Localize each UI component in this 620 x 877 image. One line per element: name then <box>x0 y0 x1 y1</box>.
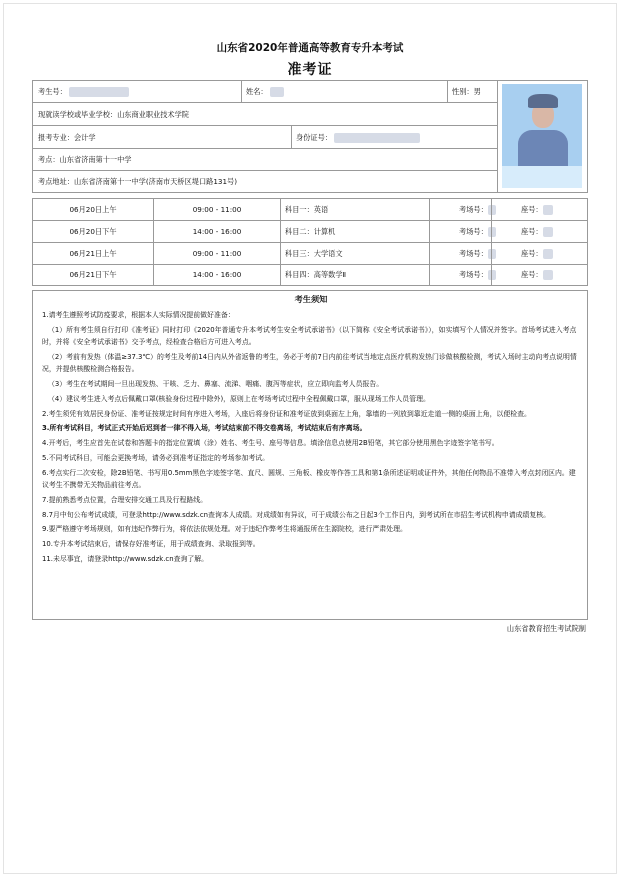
exam-no-field <box>38 81 129 102</box>
name-label: 姓名： <box>246 87 268 96</box>
name-redacted <box>270 87 284 97</box>
info-row-3 <box>33 126 497 149</box>
notes-item: 9.要严格遵守考场规则，如有违纪作弊行为，将依法依规处理。对于违纪作弊考生将通报所在生源院校，进行严肃处理。 <box>42 525 407 534</box>
schedule-subject: 科目一：英语 <box>285 205 329 214</box>
notes-body <box>42 309 580 568</box>
name-field <box>246 81 284 102</box>
candidate-notes <box>32 290 588 620</box>
address-value: 山东省济南第十一中学(济南市天桥区堤口路131号) <box>73 177 238 186</box>
schedule-date: 06月20日上午 <box>69 205 117 214</box>
schedule-room: 考场号： <box>459 243 496 264</box>
info-row-2 <box>33 103 497 126</box>
schedule-room: 考场号： <box>459 221 496 242</box>
school-field <box>38 103 189 126</box>
exam-no-label: 考生号： <box>38 87 67 96</box>
site-field <box>38 149 131 170</box>
notes-item: （3）考生在考试期间一旦出现发热、干咳、乏力、鼻塞、流涕、咽痛、腹泻等症状，应立即向监考人员报告。 <box>48 379 384 388</box>
schedule-row <box>33 199 587 221</box>
notes-item: 1.请考生遵照考试防疫要求，根据本人实际情况提前做好准备： <box>42 311 235 319</box>
info-row-4 <box>33 149 497 171</box>
gender-field <box>452 81 481 102</box>
gender-label: 性别： <box>452 87 474 96</box>
notes-title: 考生须知 <box>294 294 328 304</box>
site-label: 考点： <box>38 155 60 164</box>
site-value: 山东省济南第十一中学 <box>59 155 132 164</box>
schedule-date: 06月20日下午 <box>69 227 117 236</box>
schedule-seat: 座号： <box>521 243 553 264</box>
exam-schedule-table <box>32 198 588 286</box>
notes-item: 10.专升本考试结束后，请保存好准考证，用于成绩查询、录取报到等。 <box>42 540 260 549</box>
notes-item: 8.7月中旬公布考试成绩，可登录http://www.sdzk.cn查询本人成绩。对成绩如有异议，可于成绩公布之日起3个工作日内，到考试所在市招生考试机构申请成绩复核。 <box>42 510 551 519</box>
major-label: 报考专业： <box>38 133 74 142</box>
info-row-1 <box>33 81 497 103</box>
address-field <box>38 171 237 192</box>
school-label: 现就读学校或毕业学校： <box>38 110 118 119</box>
notes-item: 7.提前熟悉考点位置，合理安排交通工具及行程路线。 <box>42 495 208 504</box>
schedule-room: 考场号： <box>459 199 496 220</box>
notes-item: 4.开考后，考生应首先在试卷和答题卡的指定位置填（涂）姓名、考生号、座号等信息。填涂信息点使用2B铅笔，其它部分使用黑色字迹签字笔书写。 <box>42 439 499 448</box>
address-label: 考点地址： <box>38 177 74 186</box>
id-redacted <box>334 133 420 143</box>
schedule-subject: 科目四：高等数学Ⅱ <box>285 270 347 279</box>
notes-item: 3.所有考试科目，考试正式开始后迟到者一律不得入场，考试结束前不得交卷离场，考试结束后有序离场。 <box>42 424 367 433</box>
admission-ticket-title: 准考证 <box>287 62 333 78</box>
info-row-5 <box>33 171 497 192</box>
schedule-row <box>33 221 587 243</box>
schedule-subject: 科目三：大学语文 <box>285 249 343 258</box>
candidate-photo <box>502 84 582 188</box>
notes-item: （2）考前有发热（体温≥37.3℃）的考生及考前14日内从外省返鲁的考生，务必于考前7日内前往考试当地定点医疗机构发热门诊做核酸检测，考试入场时主动向考点说明情况，并提供核酸检测合格报告。 <box>42 352 577 374</box>
schedule-date: 06月21日上午 <box>69 249 117 258</box>
id-label: 身份证号： <box>296 133 332 142</box>
schedule-row <box>33 243 587 265</box>
issuer-signature: 山东省教育招生考试院制 <box>506 624 586 633</box>
schedule-time: 09:00 - 11:00 <box>192 249 242 258</box>
schedule-seat: 座号： <box>521 221 553 242</box>
notes-item: 11.未尽事宜，请登录http://www.sdzk.cn查询了解。 <box>42 555 209 564</box>
major-value: 会计学 <box>73 133 96 142</box>
schedule-time: 14:00 - 16:00 <box>192 270 242 279</box>
schedule-seat: 座号： <box>521 265 553 285</box>
notes-item: 2.考生须凭有效居民身份证、准考证按规定时间有序进入考场，入座后将身份证和准考证放到桌面左上角，靠墙的一列放到靠近走道一侧的桌面上角，以便检查。 <box>42 409 531 418</box>
exam-no-redacted <box>69 87 129 97</box>
major-field <box>38 126 96 149</box>
notes-item: 5.不同考试科目，可能会更换考场，请务必到准考证指定的考场参加考试。 <box>42 453 270 462</box>
schedule-row <box>33 265 587 285</box>
notes-item: （1）所有考生须自行打印《准考证》同时打印《2020年普通专升本考试考生安全考试承诺书》（以下简称《安全考试承诺书》），如实填写个人情况并签字。首场考试进入考点时，并将《安全考试承诺书》交予考点，经检查合格后方可进入考点。 <box>42 325 577 347</box>
school-value: 山东商业职业技术学院 <box>117 110 189 119</box>
schedule-time: 14:00 - 16:00 <box>192 227 242 236</box>
exam-title: 山东省2020年普通高等教育专升本考试 <box>216 42 404 54</box>
schedule-time: 09:00 - 11:00 <box>192 205 242 214</box>
notes-item: （4）建议考生进入考点后佩戴口罩(核验身份过程中除外)，原则上在考场考试过程中全程佩戴口罩，服从现场工作人员管理。 <box>48 394 430 403</box>
schedule-seat: 座号： <box>521 199 553 220</box>
schedule-room: 考场号： <box>459 265 496 285</box>
notes-item: 6.考点实行二次安检，除2B铅笔、书写用0.5mm黑色字迹签字笔、直尺、圆规、三角板、橡皮等作答工具和第1条所述证明或证件外，其他任何物品不准带入考点封闭区内。建议考生不携带无关物品前往考点。 <box>42 468 576 490</box>
id-field <box>296 126 420 149</box>
schedule-subject: 科目二：计算机 <box>285 227 336 236</box>
gender-value: 男 <box>473 87 481 96</box>
schedule-date: 06月21日下午 <box>69 270 117 279</box>
